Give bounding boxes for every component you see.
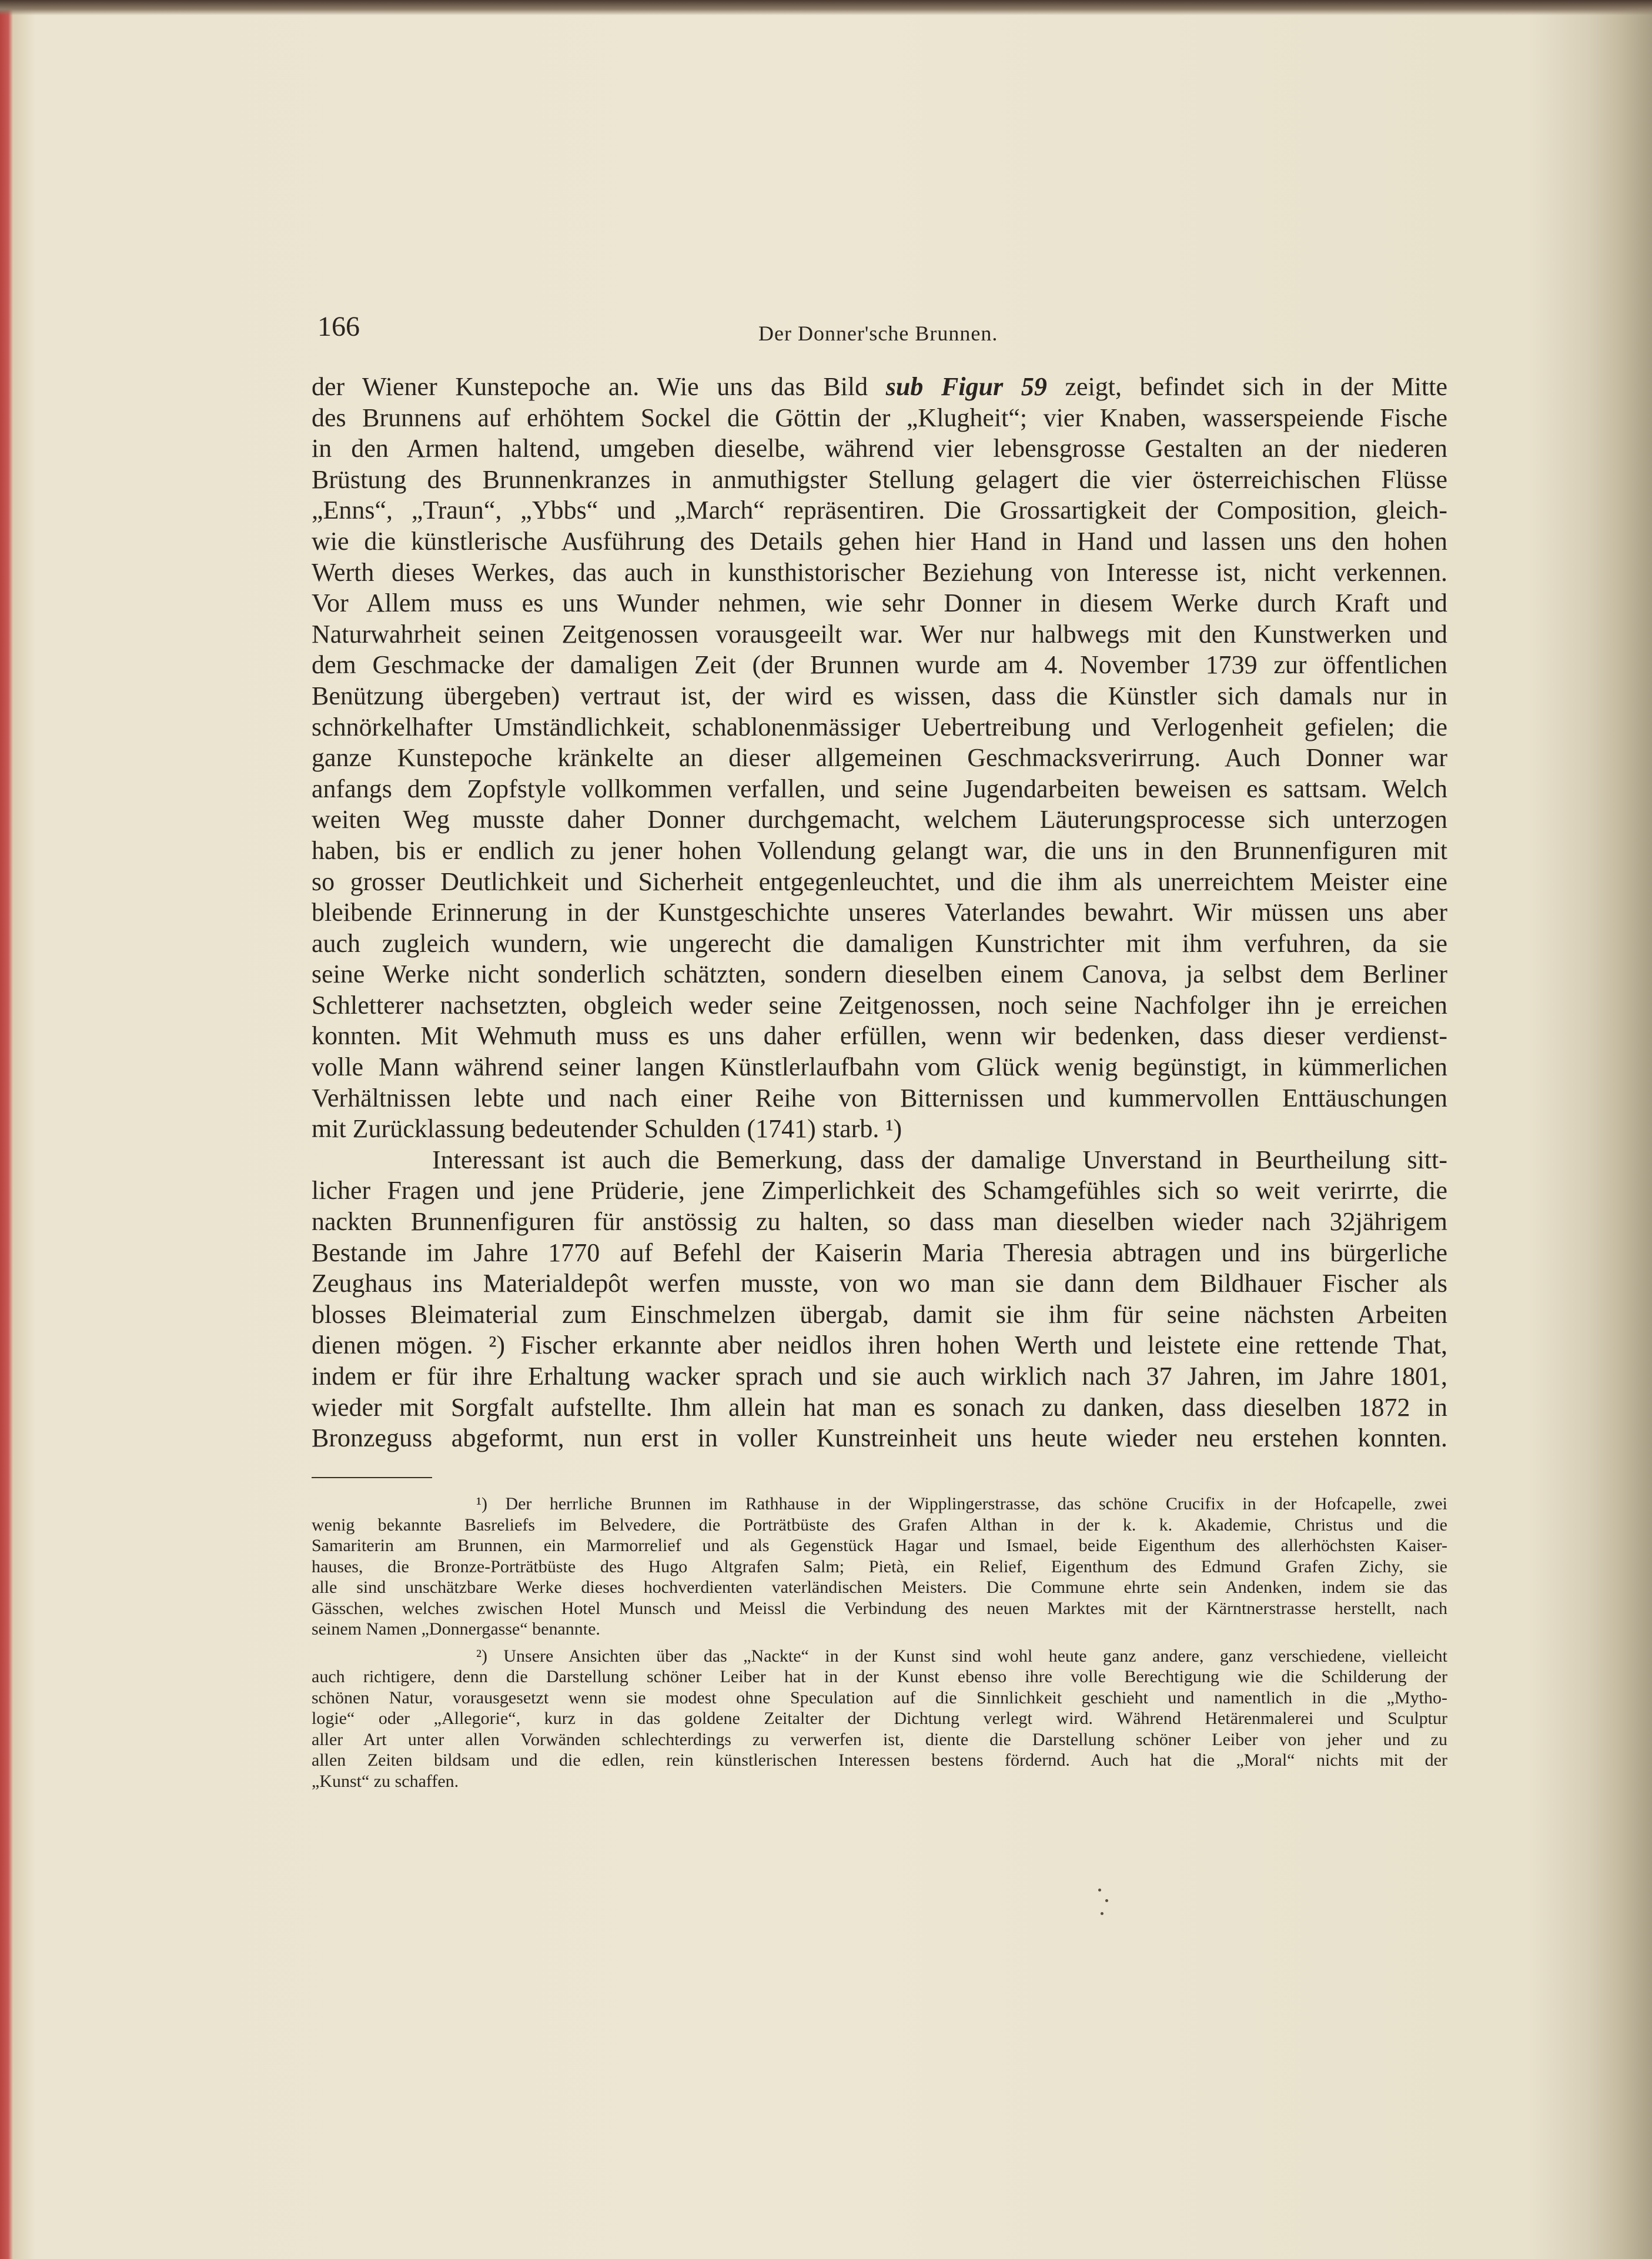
text-line: schönen Natur, vorausgesetzt wenn sie modest ohne Speculation auf die Sinnlichkeit geschieht und namentlich in die „Mytho- bbox=[312, 1687, 1447, 1707]
text-line: Naturwahrheit seinen Zeitgenossen vorausgeeilt war. Wer nur halbwegs mit den Kunstwerken und bbox=[312, 619, 1447, 649]
print-speck bbox=[1105, 1899, 1108, 1902]
text-line: anfangs dem Zopfstyle vollkommen verfallen, und seine Jugendarbeiten beweisen es sattsam. Welch bbox=[312, 774, 1447, 803]
text-line: weiten Weg musste daher Donner durchgemacht, welchem Läuterungsprocesse sich unterzogen bbox=[312, 805, 1447, 834]
text-line: ¹) Der herrliche Brunnen im Rathhause in der Wipplingerstrasse, das schöne Crucifix in der Hofcapelle, zwei bbox=[476, 1494, 1447, 1513]
footnotes bbox=[312, 1493, 1447, 1792]
text-line: Benützung übergeben) vertraut ist, der wird es wissen, dass die Künstler sich damals nur in bbox=[312, 681, 1447, 710]
text-line: Samariterin am Brunnen, ein Marmorrelief und als Gegenstück Hagar und Ismael, beide Eigenthum des allerhöchsten Kaiser- bbox=[312, 1536, 1447, 1555]
text-line: Werth dieses Werkes, das auch in kunsthistorischer Beziehung von Interesse ist, nicht verkennen. bbox=[312, 557, 1447, 587]
text-line: Gässchen, welches zwischen Hotel Munsch und Meissl die Verbindung des neuen Marktes mit der Kärntnerstrasse herstellt, nach bbox=[312, 1598, 1447, 1618]
text-line: Schletterer nachsetzten, obgleich weder seine Zeitgenossen, noch seine Nachfolger ihn je erreichen bbox=[312, 990, 1447, 1020]
text-line: auch richtigere, denn die Darstellung schöner Leiber hat in der Kunst ebenso ihre volle Berechtigung wie die Schilderung der bbox=[312, 1667, 1447, 1686]
text-line: Bronzeguss abgeformt, nun erst in voller Kunstreinheit uns heute wieder neu erstehen konnten. bbox=[312, 1423, 1447, 1453]
text-line: Vor Allem muss es uns Wunder nehmen, wie sehr Donner in diesem Werke durch Kraft und bbox=[312, 589, 1447, 618]
text-line: Brüstung des Brunnenkranzes in anmuthigster Stellung gelagert die vier österreichischen Flüsse bbox=[312, 465, 1447, 494]
main-text bbox=[312, 372, 1447, 1454]
text-line: indem er für ihre Erhaltung wacker sprach und sie auch wirklich nach 37 Jahren, im Jahre 1801, bbox=[312, 1362, 1447, 1391]
text-line: logie“ oder „Allegorie“, kurz in das goldene Zeitalter der Dichtung verlegt wird. Während Hetärenmalerei und Sculptur bbox=[312, 1709, 1447, 1728]
text-line: Zeughaus ins Materialdepôt werfen musste, von wo man sie dann dem Bildhauer Fischer als bbox=[312, 1269, 1447, 1298]
book-top-edge bbox=[0, 0, 1652, 15]
running-title: Der Donner'sche Brunnen. bbox=[758, 322, 998, 345]
text-line: aller Art unter allen Vorwänden schlechterdings zu verwerfen ist, diente die Darstellung schöner Leiber von jeher und zu bbox=[312, 1729, 1447, 1749]
text-line: Interessant ist auch die Bemerkung, dass der damalige Unverstand in Beurtheilung sitt- bbox=[432, 1145, 1447, 1174]
print-speck bbox=[1101, 1912, 1103, 1915]
text-line: des Brunnens auf erhöhtem Sockel die Göttin der „Klugheit“; vier Knaben, wasserspeiende Fische bbox=[312, 403, 1447, 432]
text-segment: der Wiener Kunstepoche an. Wie uns das Bild bbox=[312, 372, 886, 401]
text-line: konnten. Mit Wehmuth muss es uns daher erfüllen, wenn wir bedenken, dass dieser verdienst- bbox=[312, 1021, 1447, 1051]
text-line: bleibende Erinnerung in der Kunstgeschichte unseres Vaterlandes bewahrt. Wir müssen uns aber bbox=[312, 898, 1447, 927]
text-line: allen Zeiten bildsam und die edlen, rein künstlerischen Interessen bestens fördernd. Auch hat die „Moral“ nichts mit der bbox=[312, 1750, 1447, 1770]
text-line: dienen mögen. ²) Fischer erkannte aber neidlos ihren hohen Werth und leistete eine rettende That, bbox=[312, 1331, 1447, 1360]
text-line: ²) Unsere Ansichten über das „Nackte“ in der Kunst sind wohl heute ganz andere, ganz verschiedene, vielleicht bbox=[476, 1646, 1447, 1666]
text-line: seinem Namen „Donnergasse“ benannte. bbox=[312, 1619, 600, 1639]
text-line: wieder mit Sorgfalt aufstellte. Ihm allein hat man es sonach zu danken, dass dieselben 1872 in bbox=[312, 1392, 1447, 1422]
text-line: alle sind unschätzbare Werke dieses hochverdienten vaterländischen Meisters. Die Commune ehrte sein Andenken, indem sie das bbox=[312, 1578, 1447, 1597]
text-line: volle Mann während seiner langen Künstlerlaufbahn vom Glück wenig begünstigt, in kümmerlichen bbox=[312, 1052, 1447, 1082]
figure-reference: sub Figur 59 bbox=[885, 372, 1047, 401]
text-line: mit Zurücklassung bedeutender Schulden (1741) starb. ¹) bbox=[312, 1114, 902, 1144]
text-line: Bestande im Jahre 1770 auf Befehl der Kaiserin Maria Theresia abtragen und ins bürgerliche bbox=[312, 1238, 1447, 1267]
text-line: schnörkelhafter Umständlichkeit, schablonenmässiger Uebertreibung und Verlogenheit gefielen; die bbox=[312, 712, 1447, 741]
text-line: „Enns“, „Traun“, „Ybbs“ und „March“ repräsentiren. Die Grossartigkeit der Composition, gleich- bbox=[312, 496, 1447, 525]
text-line: Verhältnissen lebte und nach einer Reihe von Bitternissen und kummervollen Enttäuschungen bbox=[312, 1083, 1447, 1112]
text-line: hauses, die Bronze-Porträtbüste des Hugo Altgrafen Salm; Pietà, ein Relief, Eigenthum des Edmund Grafen Zichy, sie bbox=[312, 1556, 1447, 1576]
text-line: blosses Bleimaterial zum Einschmelzen übergab, damit sie ihm für seine nächsten Arbeiten bbox=[312, 1299, 1447, 1329]
text-line: ganze Kunstepoche kränkelte an dieser allgemeinen Geschmacksverirrung. Auch Donner war bbox=[312, 743, 1447, 773]
text-line: so grosser Deutlichkeit und Sicherheit entgegenleuchtet, und die ihm als unerreichtem Meister eine bbox=[312, 867, 1447, 896]
text-segment: zeigt, befindet sich in der Mitte bbox=[1046, 372, 1447, 401]
text-line: wenig bekannte Basreliefs im Belvedere, die Porträtbüste des Grafen Althan in der k. k. Akademie, Christus und die bbox=[312, 1515, 1447, 1535]
text-line: in den Armen haltend, umgeben dieselbe, während vier lebensgrosse Gestalten an der niederen bbox=[312, 434, 1447, 463]
text-line: dem Geschmacke der damaligen Zeit (der Brunnen wurde am 4. November 1739 zur öffentlichen bbox=[312, 650, 1447, 680]
text-line bbox=[312, 372, 1447, 403]
print-speck bbox=[1098, 1889, 1101, 1892]
text-line: auch zugleich wundern, wie ungerecht die damaligen Kunstrichter mit ihm verfuhren, da sie bbox=[312, 928, 1447, 958]
text-line: wie die künstlerische Ausführung des Details gehen hier Hand in Hand und lassen uns den hohen bbox=[312, 526, 1447, 556]
text-line: haben, bis er endlich zu jener hohen Vollendung gelangt war, die uns in den Brunnenfiguren mit bbox=[312, 836, 1447, 865]
text-line: nackten Brunnenfiguren für anstössig zu halten, so dass man dieselben wieder nach 32jährigem bbox=[312, 1207, 1447, 1237]
footnote-rule bbox=[312, 1477, 432, 1478]
text-line: seine Werke nicht sonderlich schätzten, sondern dieselben einem Canova, ja selbst dem Berliner bbox=[312, 960, 1447, 989]
page-number: 166 bbox=[317, 311, 360, 342]
text-line: „Kunst“ zu schaffen. bbox=[312, 1771, 459, 1791]
text-line: licher Fragen und jene Prüderie, jene Zimperlichkeit des Schamgefühles sich so weit verirrte, die bbox=[312, 1176, 1447, 1205]
